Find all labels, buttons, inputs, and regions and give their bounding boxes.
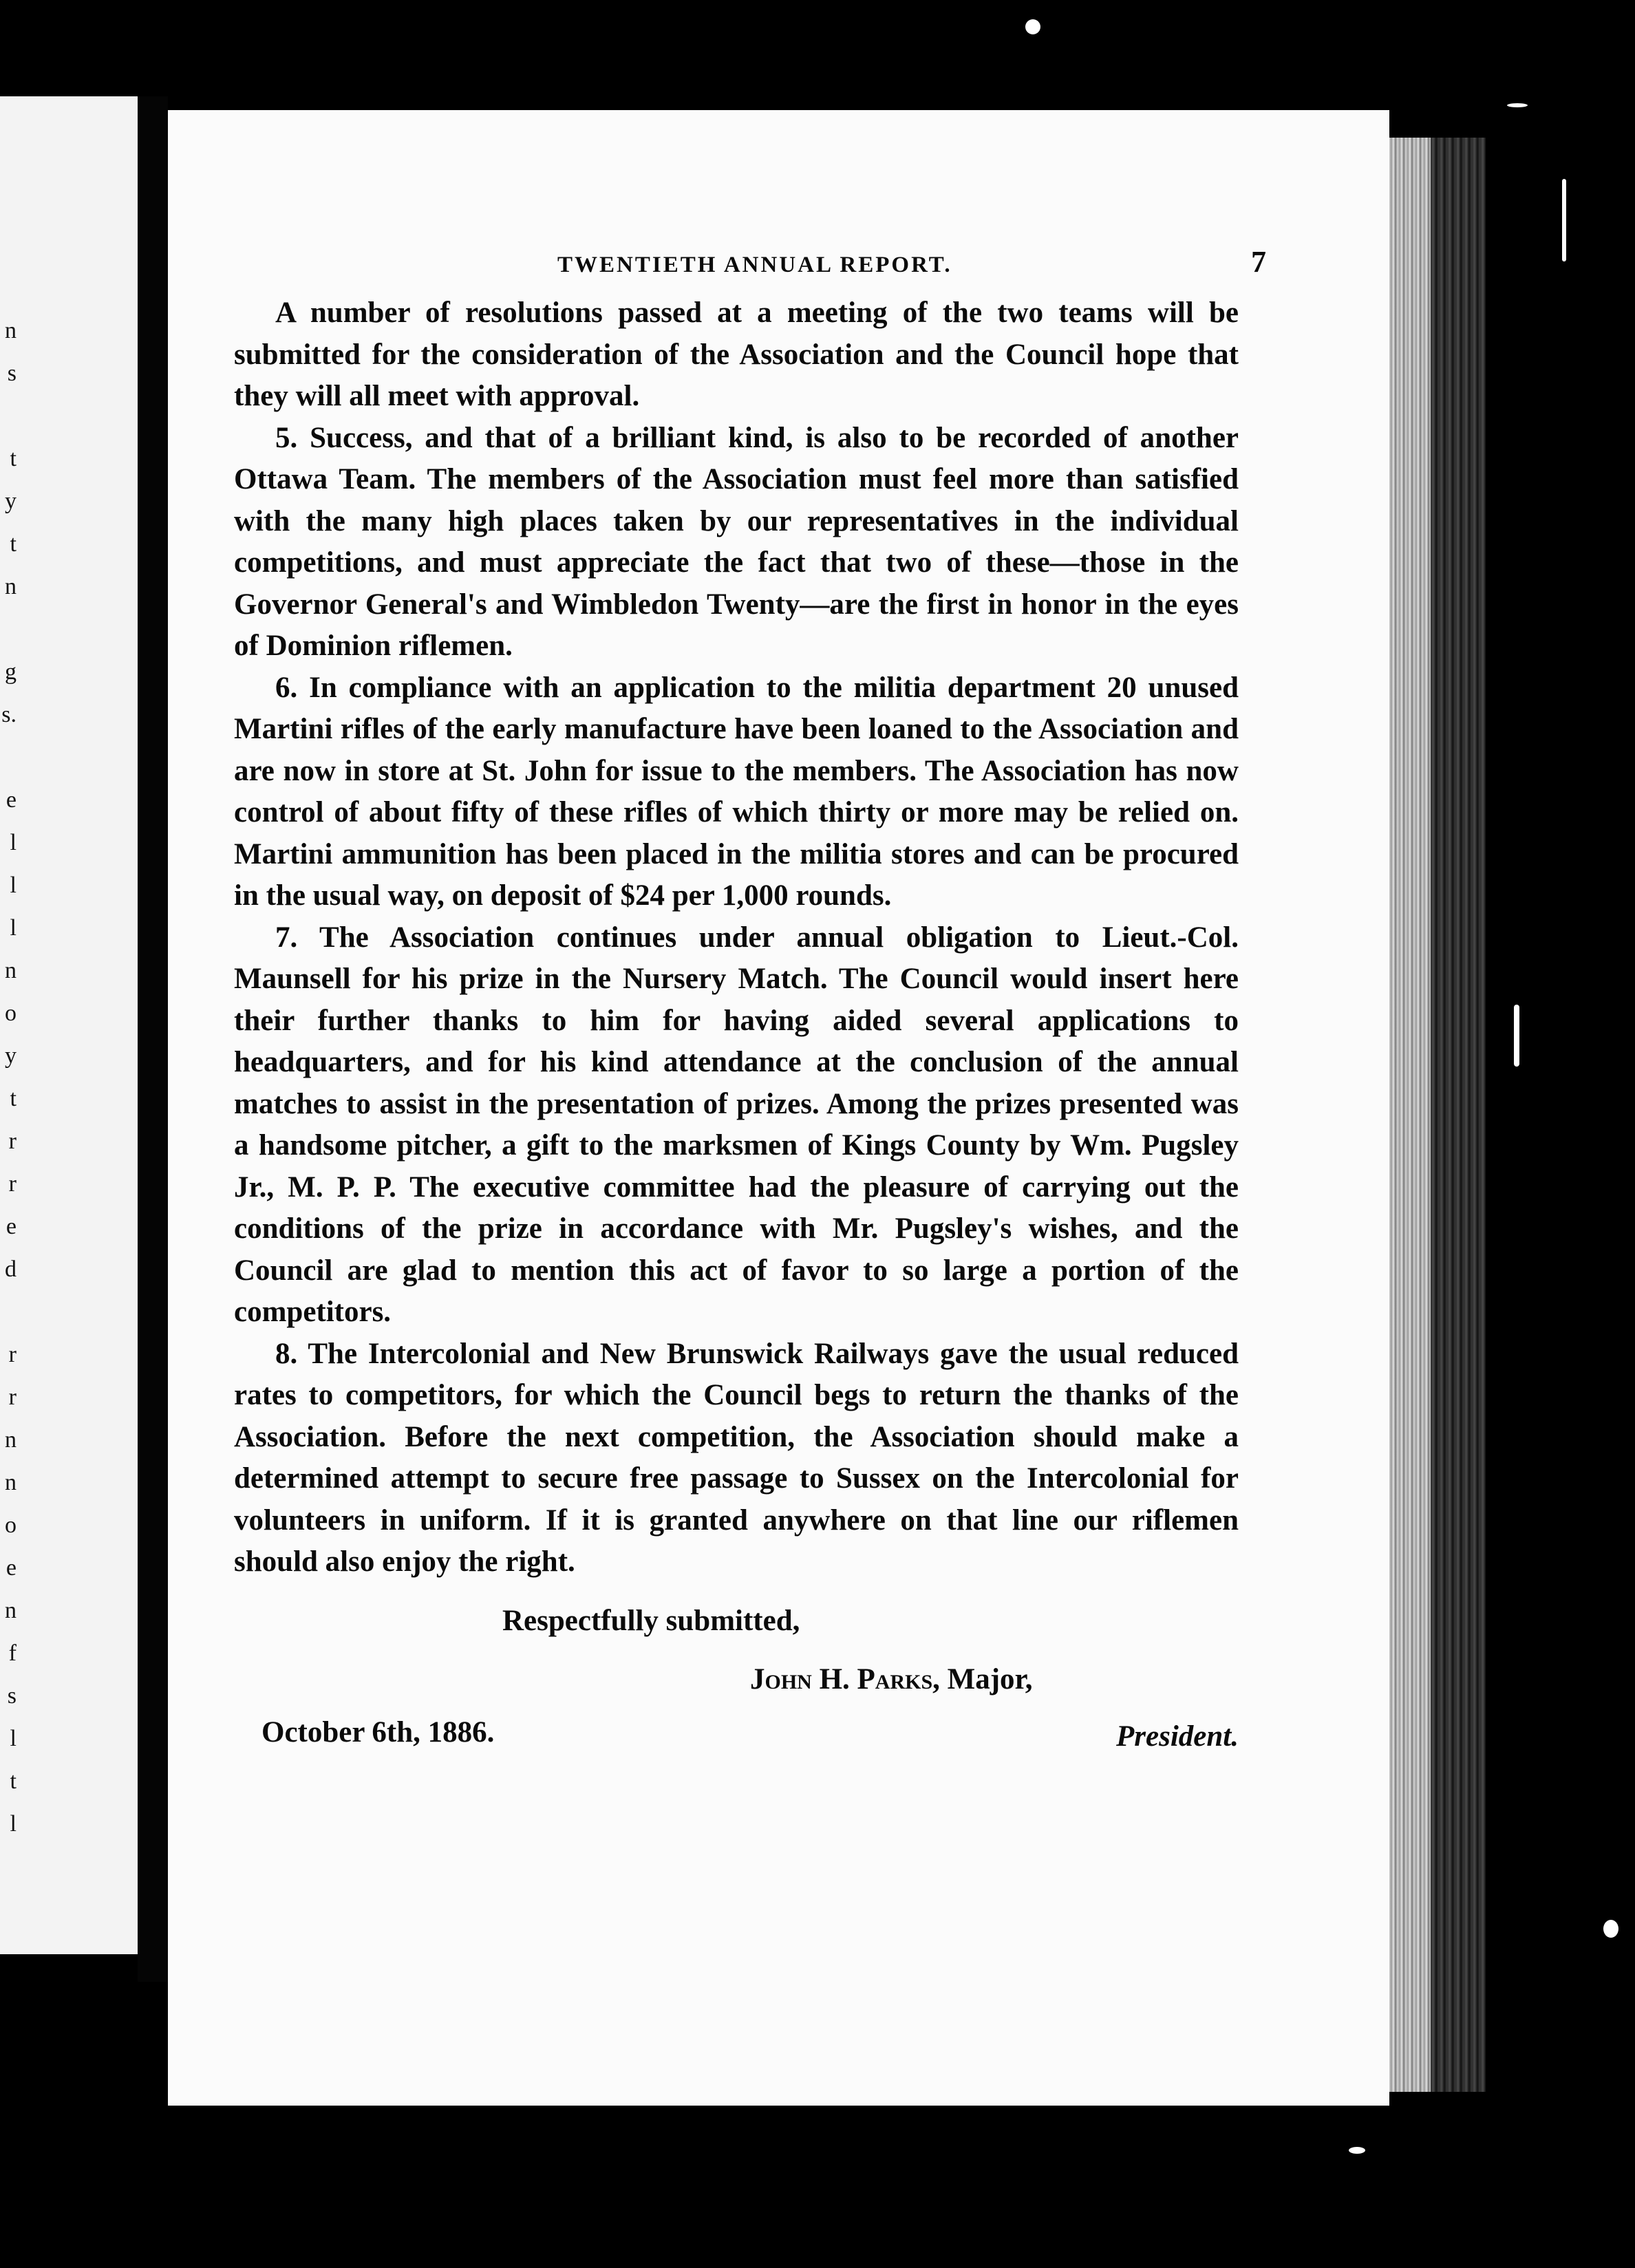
signer-title: President. — [1116, 1720, 1239, 1753]
left-page-fragment: y — [5, 1043, 17, 1069]
signer — [750, 1662, 1032, 1696]
left-page-fragment: r — [8, 1342, 17, 1367]
running-head — [234, 244, 1266, 292]
left-page-fragment: o — [5, 1001, 17, 1026]
paragraph-resolutions: A number of resolutions passed at a meeting of the two teams will be submitted for the consideration of the Association and the Council hope that they will all meet with approval. — [234, 297, 1239, 412]
signoff — [234, 1583, 1239, 1762]
left-page-fragments — [0, 310, 17, 1846]
left-page-fragment: r — [8, 1384, 17, 1410]
book-gutter — [138, 96, 168, 1982]
left-page-fragment: o — [5, 1512, 17, 1538]
scan-speck — [1562, 179, 1566, 261]
left-page-fragment: n — [5, 574, 17, 599]
left-page-fragment: n — [5, 958, 17, 983]
left-page-fragment: f — [8, 1640, 17, 1666]
left-page-fragment: l — [10, 1726, 17, 1751]
paragraph-5-ottawa-team: 5. Success, and that of a brilliant kind, is also to be recorded of another Ottawa Team. The members of the Association must feel more than satisfied with the many high places taken by our representatives in the individual competitions, and must appreciate the fact that two of these—those in the Governor General's and Wimbledon Twenty—are the first in honor in the eyes of Dominion riflemen. — [234, 421, 1239, 662]
left-page-fragment: s. — [1, 702, 17, 727]
left-page-fragment: r — [8, 1128, 17, 1154]
page-edges-dark-band — [1431, 138, 1486, 2092]
left-page-fragment: t — [10, 531, 17, 557]
left-page-fragment — [0, 608, 17, 651]
left-page-fragment: t — [10, 446, 17, 471]
left-page-fragment: g — [5, 659, 17, 685]
left-page-fragment — [0, 1291, 17, 1334]
left-page-fragment: d — [5, 1256, 17, 1282]
closing-line: Respectfully submitted, — [502, 1604, 800, 1637]
left-page-fragment: n — [5, 318, 17, 343]
left-page-fragment — [0, 395, 17, 438]
left-page-fragment: s — [7, 1683, 17, 1709]
left-page-fragment: e — [6, 1555, 17, 1581]
left-page-fragment: y — [5, 489, 17, 514]
left-page-fragment: e — [6, 1214, 17, 1239]
report-date: October 6th, 1886. — [261, 1715, 495, 1748]
scan-speck — [1349, 2147, 1365, 2154]
scan-speck — [1514, 1005, 1519, 1067]
paragraph-8-railways: 8. The Intercolonial and New Brunswick Railways gave the usual reduced rates to competitors, for which the Council begs to return the thanks of the Association. Before the next competition, the Association should make a determined attempt to secure free passage to Sussex on the Intercolonial for volunteers in uniform. If it is granted anywhere on that line our riflemen should also enjoy the right. — [234, 1337, 1239, 1578]
scan-speck — [1603, 1920, 1618, 1938]
left-page-fragment: t — [10, 1768, 17, 1794]
left-page-fragment: n — [5, 1427, 17, 1453]
left-page-fragment: r — [8, 1171, 17, 1197]
signer-name: John H. Parks — [750, 1662, 933, 1695]
left-facing-page — [0, 96, 138, 1954]
scan-speck — [1025, 19, 1040, 34]
page-edges — [1389, 138, 1486, 2092]
scan-speck — [1507, 103, 1528, 107]
left-page-fragment: n — [5, 1470, 17, 1495]
running-title: TWENTIETH ANNUAL REPORT. — [557, 253, 952, 277]
left-page-fragment: l — [10, 873, 17, 898]
page-number: 7 — [1251, 245, 1266, 279]
left-page-fragment: t — [10, 1086, 17, 1111]
left-page-fragment: s — [7, 361, 17, 386]
left-page-fragment: n — [5, 1598, 17, 1623]
left-page-fragment: e — [6, 787, 17, 813]
paragraph-6-martini-rifles: 6. In compliance with an application to the militia department 20 unused Martini rifles of the early manufacture have been loaned to the Association and are now in store at St. John for issue to the members. The Association has now control of about fifty of these rifles of which thirty or more may be relied on. Martini ammunition has been placed in the militia stores and can be procured in the usual way, on deposit of $24 per 1,000 rounds. — [234, 671, 1239, 912]
text-block — [234, 244, 1266, 1762]
left-page-fragment: l — [10, 830, 17, 855]
left-page-fragment: l — [10, 915, 17, 941]
left-page-fragment — [0, 736, 17, 779]
left-page-fragment: l — [10, 1811, 17, 1837]
signer-rank: , Major, — [932, 1662, 1033, 1695]
paragraph-7-maunsell-prize: 7. The Association continues under annual obligation to Lieut.-Col. Maunsell for his prize in the Nursery Match. The Council would insert here their further thanks to him for having aided several applications to headquarters, and for his kind attendance at the conclusion of the annual matches to assist in the presentation of prizes. Among the prizes presented was a handsome pitcher, a gift to the marksmen of Kings County by Wm. Pugsley Jr., M. P. P. The executive committee had the pleasure of carrying out the conditions of the prize in accordance with Mr. Pugsley's wishes, and the Council are glad to mention this act of favor to so large a portion of the competitors. — [234, 921, 1239, 1328]
